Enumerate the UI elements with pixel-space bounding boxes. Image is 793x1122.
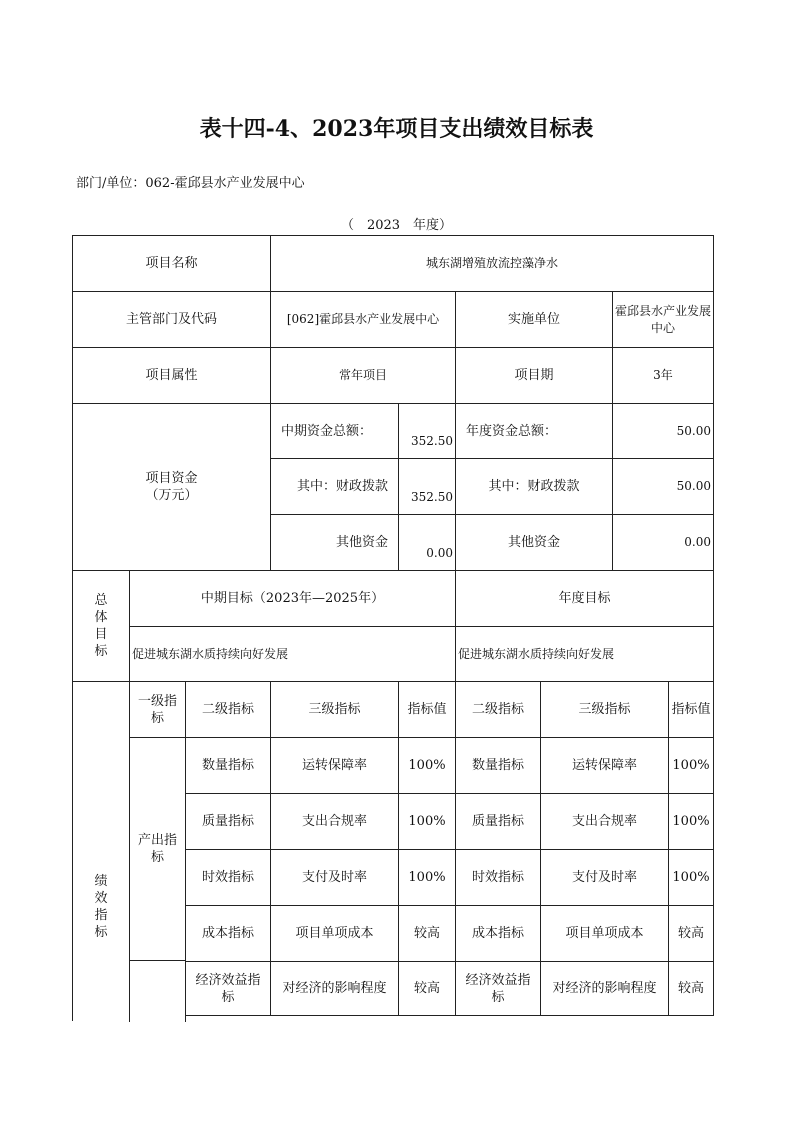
indicator-year-level2: 数量指标 [455,737,541,794]
mid-fiscal-label: 其中：财政拨款 [270,458,399,515]
header-level1: 一级指标 [129,681,186,738]
mid-other-value: 0.00 [398,514,456,571]
mid-goal-header: 中期目标（2023年—2025年） [129,570,456,627]
impl-unit-label: 实施单位 [455,291,613,348]
indicator-year-value: 100% [668,737,714,794]
header-level2: 二级指标 [185,681,271,738]
indicator-mid-level2: 经济效益指标 [185,961,271,1016]
year-fiscal-value: 50.00 [612,458,714,515]
header-value-year: 指标值 [668,681,714,738]
indicator-mid-level3: 支付及时率 [270,849,399,906]
indicator-mid-level3: 对经济的影响程度 [270,961,399,1016]
perf-indicators-label: 绩效指标 [72,681,130,1021]
indicator-year-level3: 支出合规率 [540,793,669,850]
output-indicators-label: 产出指标 [129,737,186,961]
header-level3-year: 三级指标 [540,681,669,738]
indicator-year-level3: 支付及时率 [540,849,669,906]
page-title: 表十四-4、2023年项目支出绩效目标表 [199,116,594,142]
mid-goal-text: 促进城东湖水质持续向好发展 [129,626,456,682]
indicator-year-level2: 质量指标 [455,793,541,850]
project-name-value: 城东湖增殖放流控藻净水 [270,235,714,292]
project-attr-label: 项目属性 [72,347,271,404]
project-attr-value: 常年项目 [270,347,456,404]
dept-code-value: [062]霍邱县水产业发展中心 [270,291,456,348]
indicator-mid-value: 100% [398,793,456,850]
indicator-mid-level2: 时效指标 [185,849,271,906]
indicator-year-value: 较高 [668,961,714,1016]
indicator-year-value: 100% [668,793,714,850]
dept-code-label: 主管部门及代码 [72,291,271,348]
impl-unit-value: 霍邱县水产业发展中心 [612,291,714,348]
year-total-value: 50.00 [612,403,714,459]
year-other-label: 其他资金 [455,514,613,571]
indicator-mid-level2: 成本指标 [185,905,271,962]
year-goal-text: 促进城东湖水质持续向好发展 [455,626,714,682]
year-other-value: 0.00 [612,514,714,571]
header-value: 指标值 [398,681,456,738]
indicator-mid-level3: 支出合规率 [270,793,399,850]
indicator-mid-level3: 运转保障率 [270,737,399,794]
indicator-year-level2: 成本指标 [455,905,541,962]
indicator-year-level3: 项目单项成本 [540,905,669,962]
project-period-value: 3年 [612,347,714,404]
header-level2-year: 二级指标 [455,681,541,738]
indicator-year-level3: 运转保障率 [540,737,669,794]
indicator-year-level3: 对经济的影响程度 [540,961,669,1016]
mid-fiscal-value: 352.50 [398,458,456,515]
mid-total-label: 中期资金总额： [270,403,399,459]
year-line: （ 2023 年度） [340,218,453,233]
indicator-mid-value: 较高 [398,961,456,1016]
project-period-label: 项目期 [455,347,613,404]
indicator-mid-value: 100% [398,737,456,794]
indicator-mid-level3: 项目单项成本 [270,905,399,962]
mid-total-value: 352.50 [398,403,456,459]
year-goal-header: 年度目标 [455,570,714,627]
indicator-year-value: 100% [668,849,714,906]
indicator-year-value: 较高 [668,905,714,962]
indicator-mid-level2: 质量指标 [185,793,271,850]
indicator-mid-value: 较高 [398,905,456,962]
year-fiscal-label: 其中：财政拨款 [455,458,613,515]
mid-other-label: 其他资金 [270,514,399,571]
funds-label: 项目资金（万元） [72,403,271,571]
indicator-year-level2: 经济效益指标 [455,961,541,1016]
year-total-label: 年度资金总额： [455,403,613,459]
indicator-mid-level2: 数量指标 [185,737,271,794]
indicator-year-level2: 时效指标 [455,849,541,906]
overall-goals-label: 总体目标 [72,570,130,682]
header-level3: 三级指标 [270,681,399,738]
indicator-mid-value: 100% [398,849,456,906]
department-line: 部门/单位：062-霍邱县水产业发展中心 [76,176,305,191]
project-name-label: 项目名称 [72,235,271,292]
effect-indicators-cell [129,960,186,1022]
